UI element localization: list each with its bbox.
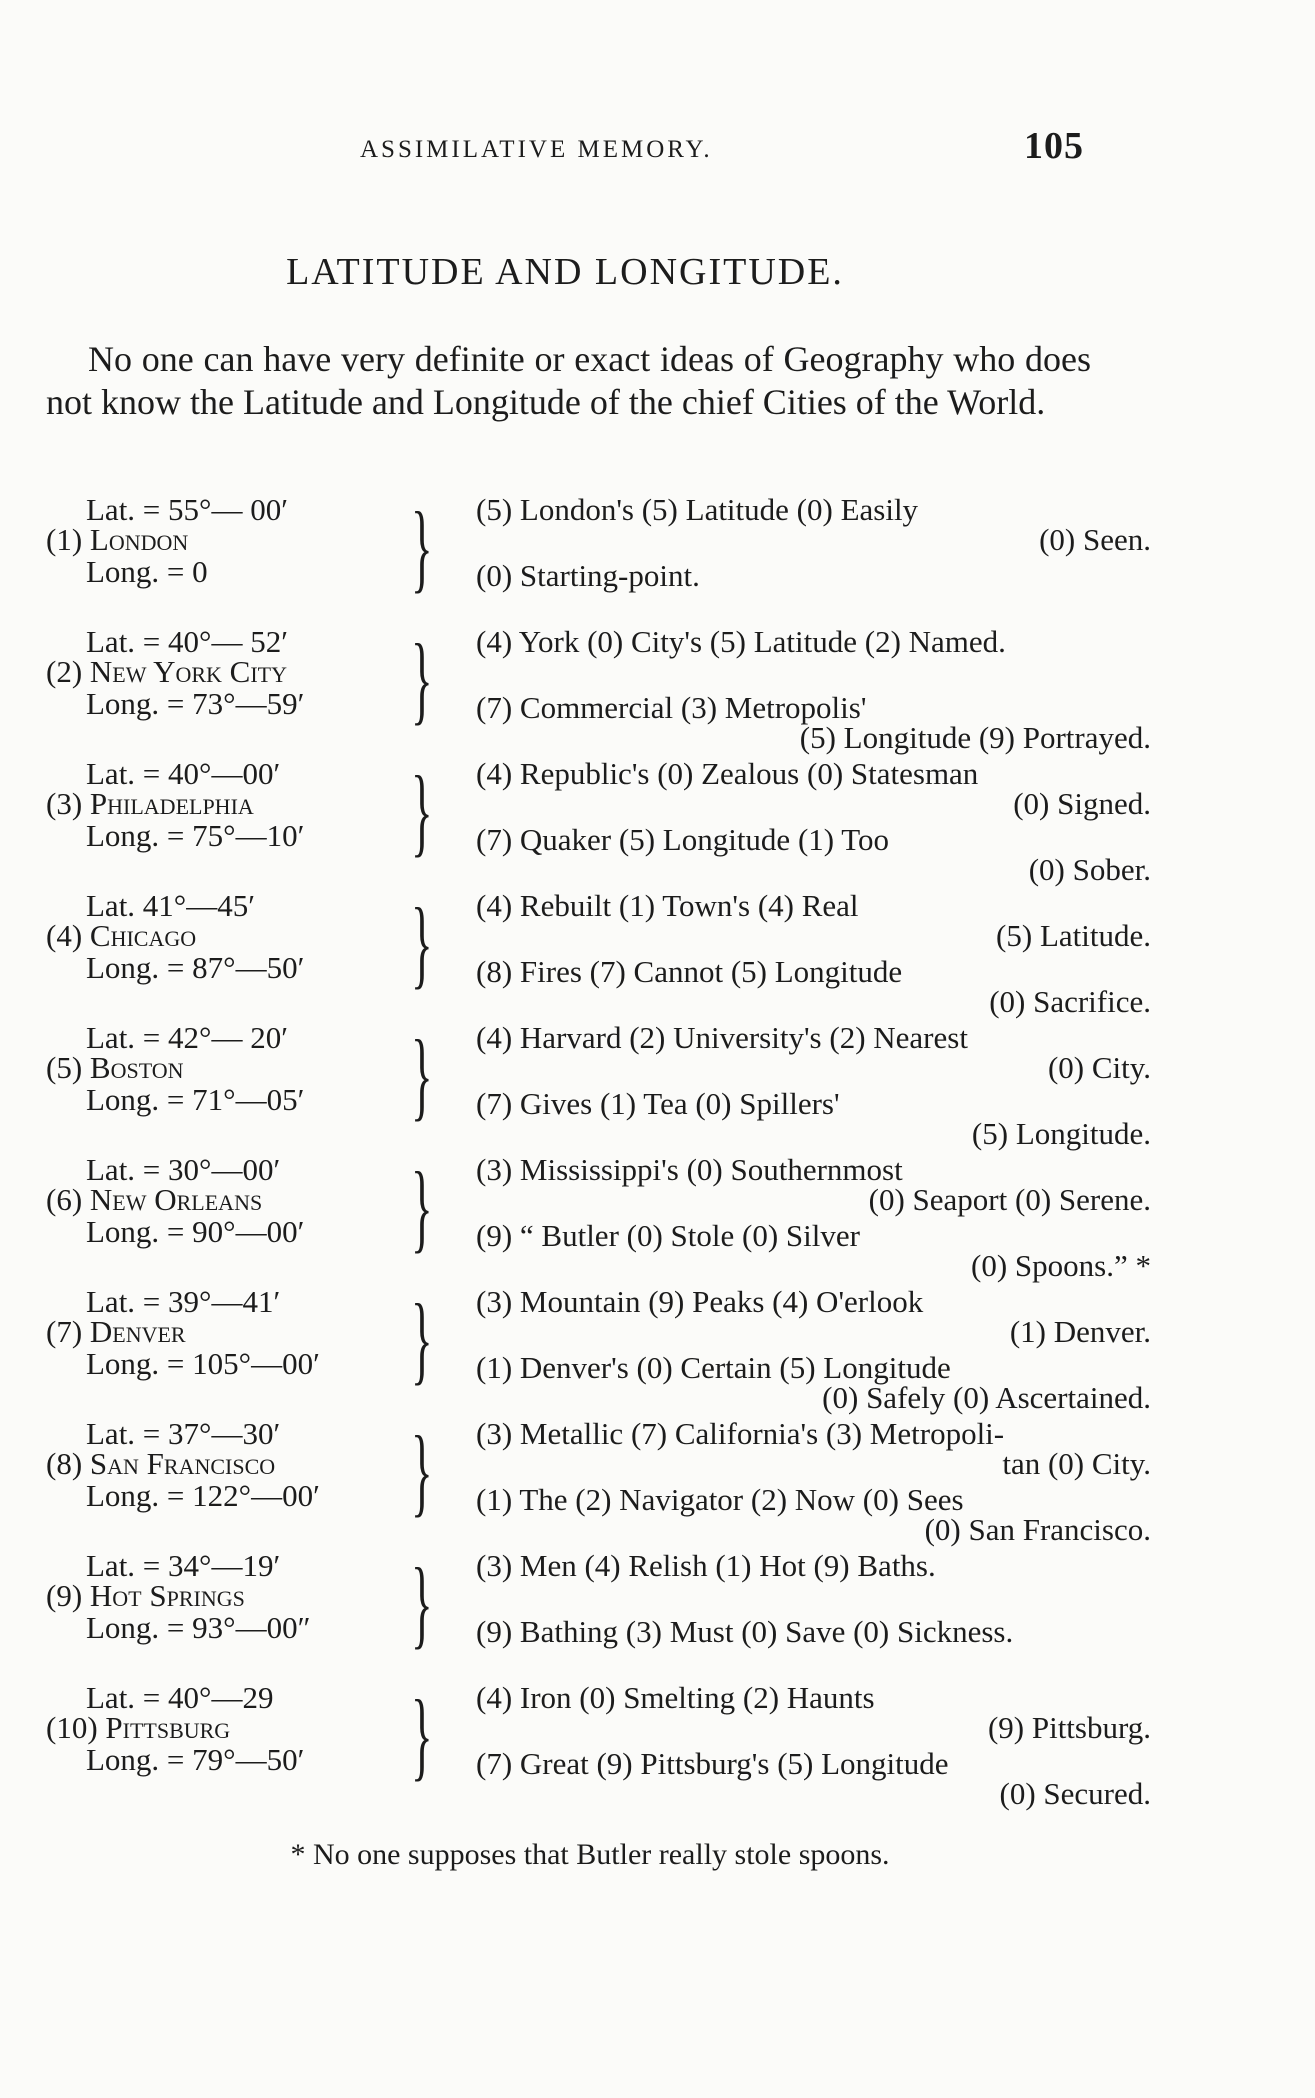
mnemonic-longitude: (7) Commercial (3) Metropolis' xyxy=(476,690,867,725)
mnemonic-longitude: (7) Great (9) Pittsburg's (5) Longitude xyxy=(476,1746,949,1781)
city-name: (9) Hot Springs xyxy=(46,1578,245,1613)
mnemonic-longitude-cont: (0) Secured. xyxy=(999,1776,1151,1811)
mnemonic-latitude: (4) Republic's (0) Zealous (0) Statesman xyxy=(476,756,979,791)
longitude: Long. = 0 xyxy=(86,554,208,589)
mnemonic-latitude-cont: (5) Latitude. xyxy=(996,918,1151,953)
mnemonic-latitude: (5) London's (5) Latitude (0) Easily xyxy=(476,492,919,527)
city-entry-new-york xyxy=(46,623,1151,755)
mnemonic-latitude-cont: (1) Denver. xyxy=(1009,1314,1151,1349)
brace-icon: } xyxy=(411,1151,433,1262)
latitude: Lat. = 37°—30′ xyxy=(86,1416,281,1451)
city-entry-denver xyxy=(46,1283,1151,1415)
longitude: Long. = 79°—50′ xyxy=(86,1742,305,1777)
mnemonic-latitude: (4) Harvard (2) University's (2) Nearest xyxy=(476,1020,968,1055)
mnemonic-latitude: (4) Iron (0) Smelting (2) Haunts xyxy=(476,1680,875,1715)
mnemonic-latitude: (3) Mountain (9) Peaks (4) O'erlook xyxy=(476,1284,924,1319)
longitude: Long. = 105°—00′ xyxy=(86,1346,320,1381)
longitude: Long. = 73°—59′ xyxy=(86,686,305,721)
mnemonic-longitude-cont: (0) Spoons.” * xyxy=(971,1248,1151,1283)
latitude: Lat. = 40°—29 xyxy=(86,1680,274,1715)
mnemonic-latitude-cont: tan (0) City. xyxy=(1002,1446,1151,1481)
mnemonic-longitude-cont: (0) Sacrifice. xyxy=(989,984,1151,1019)
brace-icon: } xyxy=(411,755,433,866)
intro-paragraph: No one can have very definite or exact ideas of Geography who does not know the Latitude and Longitude of the chief Cities of the World. xyxy=(46,339,1091,422)
mnemonic-latitude-cont: (9) Pittsburg. xyxy=(987,1710,1151,1745)
city-name: (4) Chicago xyxy=(46,918,197,953)
brace-icon: } xyxy=(411,1679,433,1790)
mnemonic-longitude: (0) Starting-point. xyxy=(476,558,700,593)
city-name: (10) Pittsburg xyxy=(46,1710,231,1745)
brace-icon: } xyxy=(411,887,433,998)
mnemonic-longitude: (9) Bathing (3) Must (0) Save (0) Sickness. xyxy=(476,1614,1014,1649)
brace-icon: } xyxy=(411,491,433,602)
mnemonic-longitude-cont: (0) San Francisco. xyxy=(924,1512,1151,1547)
mnemonic-longitude-cont: (5) Longitude. xyxy=(971,1116,1151,1151)
mnemonic-latitude: (3) Metallic (7) California's (3) Metropoli- xyxy=(476,1416,1005,1451)
longitude: Long. = 90°—00′ xyxy=(86,1214,305,1249)
city-entry-pittsburg xyxy=(46,1679,1151,1811)
mnemonic-latitude-cont: (0) Seen. xyxy=(1039,522,1151,557)
city-entry-chicago xyxy=(46,887,1151,1019)
brace-icon: } xyxy=(411,1283,433,1394)
city-name: (3) Philadelphia xyxy=(46,786,254,821)
footnote: * No one supposes that Butler really stole spoons. xyxy=(290,1838,890,1871)
latitude: Lat. = 34°—19′ xyxy=(86,1548,281,1583)
brace-icon: } xyxy=(411,623,433,734)
longitude: Long. = 87°—50′ xyxy=(86,950,305,985)
city-name: (1) London xyxy=(46,522,189,557)
section-title: LATITUDE AND LONGITUDE. xyxy=(286,251,844,293)
running-head: ASSIMILATIVE MEMORY. xyxy=(360,136,713,163)
mnemonic-latitude-cont: (0) City. xyxy=(1047,1050,1151,1085)
mnemonic-longitude-cont: (5) Longitude (9) Portrayed. xyxy=(799,720,1151,755)
mnemonic-longitude-cont: (0) Sober. xyxy=(1028,852,1151,887)
latitude: Lat. = 42°— 20′ xyxy=(86,1020,288,1055)
mnemonic-longitude: (8) Fires (7) Cannot (5) Longitude xyxy=(476,954,903,989)
mnemonic-latitude: (4) York (0) City's (5) Latitude (2) Named. xyxy=(476,624,1006,659)
mnemonic-longitude: (7) Quaker (5) Longitude (1) Too xyxy=(476,822,890,857)
city-name: (6) New Orleans xyxy=(46,1182,263,1217)
page-number: 105 xyxy=(1024,125,1084,167)
longitude: Long. = 71°—05′ xyxy=(86,1082,305,1117)
latitude: Lat. = 30°—00′ xyxy=(86,1152,281,1187)
latitude: Lat. = 39°—41′ xyxy=(86,1284,281,1319)
city-entry-philadelphia xyxy=(46,755,1151,887)
mnemonic-longitude: (9) “ Butler (0) Stole (0) Silver xyxy=(476,1218,860,1253)
longitude: Long. = 75°—10′ xyxy=(86,818,305,853)
brace-icon: } xyxy=(411,1019,433,1130)
city-name: (7) Denver xyxy=(46,1314,186,1349)
mnemonic-latitude: (3) Mississippi's (0) Southernmost xyxy=(476,1152,903,1187)
mnemonic-longitude-cont: (0) Safely (0) Ascertained. xyxy=(822,1380,1151,1415)
mnemonic-latitude-cont: (0) Signed. xyxy=(1013,786,1151,821)
latitude: Lat. 41°—45′ xyxy=(86,888,255,923)
city-entry-san-francisco xyxy=(46,1415,1151,1547)
mnemonic-longitude: (1) The (2) Navigator (2) Now (0) Sees xyxy=(476,1482,964,1517)
longitude: Long. = 93°—00″ xyxy=(86,1610,311,1645)
latitude: Lat. = 55°— 00′ xyxy=(86,492,288,527)
longitude: Long. = 122°—00′ xyxy=(86,1478,320,1513)
city-name: (8) San Francisco xyxy=(46,1446,276,1481)
city-entry-boston xyxy=(46,1019,1151,1151)
city-name: (5) Boston xyxy=(46,1050,184,1085)
brace-icon: } xyxy=(411,1415,433,1526)
city-entry-new-orleans xyxy=(46,1151,1151,1283)
mnemonic-latitude: (4) Rebuilt (1) Town's (4) Real xyxy=(476,888,859,923)
city-name: (2) New York City xyxy=(46,654,288,689)
latitude: Lat. = 40°— 52′ xyxy=(86,624,288,659)
mnemonic-latitude: (3) Men (4) Relish (1) Hot (9) Baths. xyxy=(476,1548,936,1583)
city-entry-london xyxy=(46,491,1151,622)
latitude: Lat. = 40°—00′ xyxy=(86,756,281,791)
mnemonic-longitude: (1) Denver's (0) Certain (5) Longitude xyxy=(476,1350,951,1385)
brace-icon: } xyxy=(411,1547,433,1658)
city-entry-hot-springs xyxy=(46,1548,1106,1678)
mnemonic-longitude: (7) Gives (1) Tea (0) Spillers' xyxy=(476,1086,840,1121)
mnemonic-latitude-cont: (0) Seaport (0) Serene. xyxy=(868,1182,1151,1217)
